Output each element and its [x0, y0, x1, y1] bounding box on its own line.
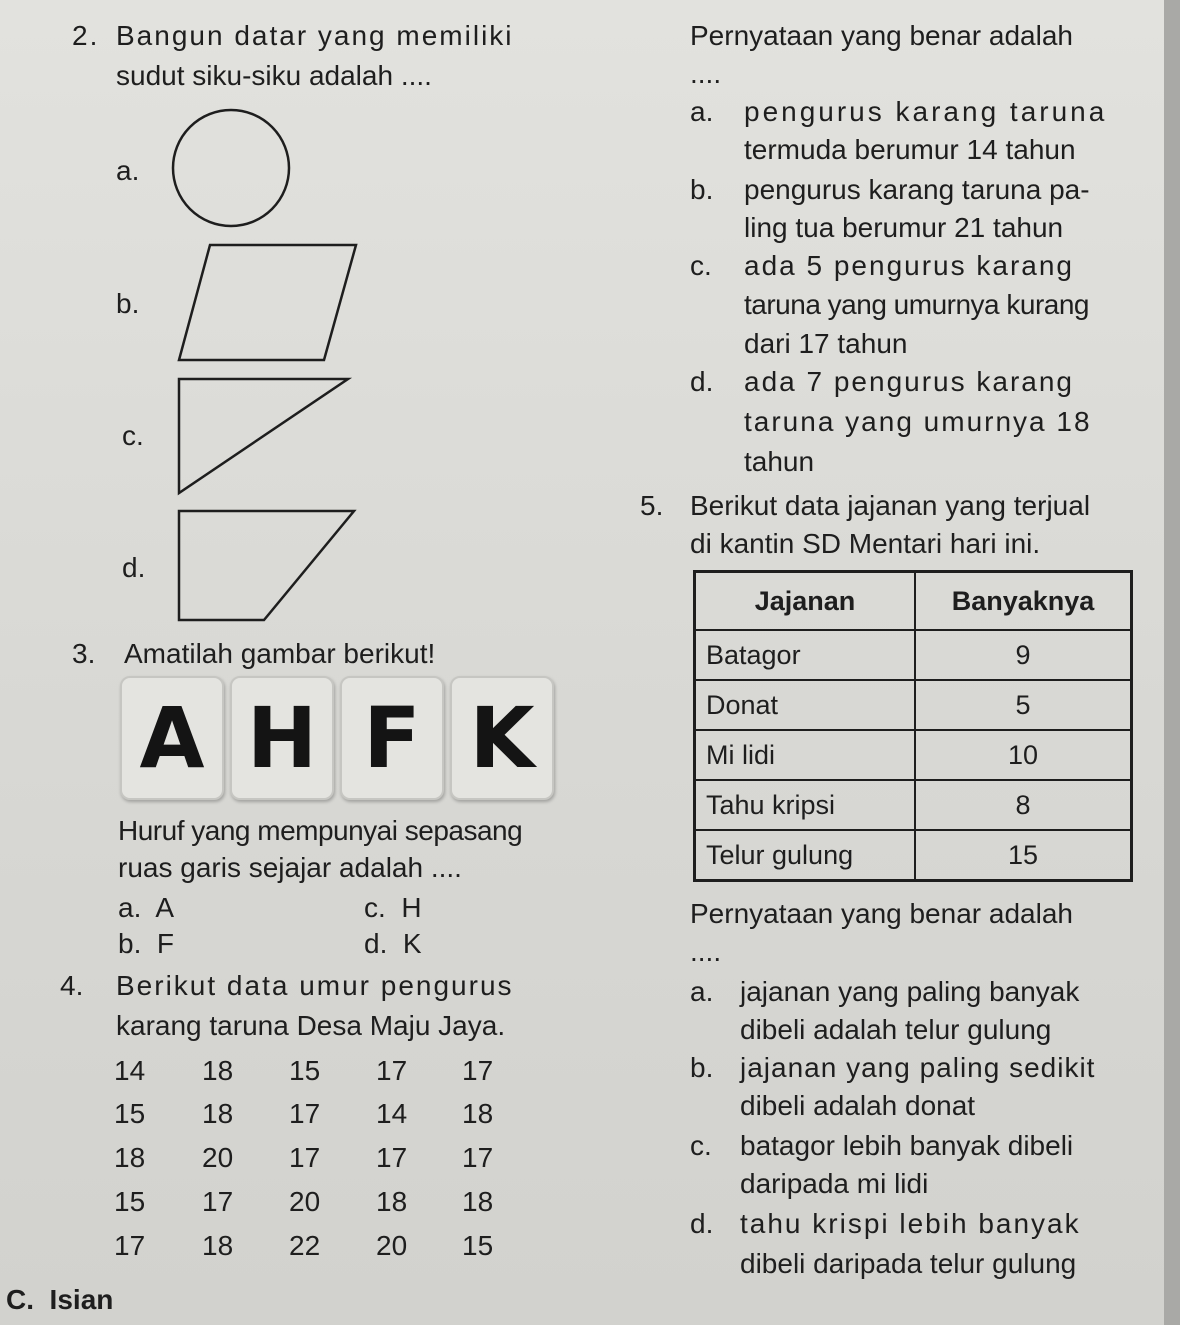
table-cell-count: 15	[915, 830, 1132, 881]
age-value: 18	[376, 1186, 408, 1217]
age-value: 17	[289, 1098, 321, 1129]
q4-option-a-line1: pengurus karang taruna	[744, 96, 1108, 127]
table-cell-count: 8	[915, 780, 1132, 830]
q2-option-b-label: b.	[116, 288, 140, 319]
age-value: 17	[289, 1142, 321, 1173]
age-value: 14	[376, 1098, 408, 1129]
q4-statement: Pernyataan yang benar adalah	[690, 20, 1073, 51]
table-cell-name: Telur gulung	[695, 830, 916, 881]
q5-dots: ....	[690, 936, 722, 967]
age-value: 17	[114, 1230, 146, 1261]
q4-line1: Berikut data umur pengurus	[116, 970, 514, 1001]
table-header: Jajanan	[695, 572, 916, 631]
circle-icon	[170, 108, 294, 230]
table-cell-name: Mi lidi	[695, 730, 916, 780]
q5-option-c-line1: batagor lebih banyak dibeli	[740, 1130, 1074, 1161]
age-value: 17	[462, 1055, 494, 1086]
q4-option-a-line2: termuda berumur 14 tahun	[744, 134, 1076, 165]
table-header: Banyaknya	[915, 572, 1132, 631]
table-row	[695, 630, 1132, 680]
letter-tile-k: K	[450, 676, 554, 800]
parallelogram-icon	[176, 242, 362, 364]
q5-line2: di kantin SD Mentari hari ini.	[690, 528, 1041, 559]
q5-option-b-line1: jajanan yang paling sedikit	[740, 1052, 1096, 1083]
section-heading: C. Isian	[6, 1284, 114, 1315]
age-value: 15	[114, 1186, 146, 1217]
q4-option-d-letter: d.	[690, 366, 714, 397]
q3-prompt: Amatilah gambar berikut!	[124, 638, 436, 669]
right-triangle-icon	[176, 376, 354, 498]
table-row	[695, 730, 1132, 780]
age-value: 18	[202, 1098, 234, 1129]
age-value: 15	[289, 1055, 321, 1086]
q5-number: 5.	[640, 490, 664, 521]
q4-option-d-line1: ada 7 pengurus karang	[744, 366, 1074, 397]
q2-line1: Bangun datar yang memiliki	[116, 20, 514, 51]
age-value: 20	[289, 1186, 321, 1217]
q5-option-b-line2: dibeli adalah donat	[740, 1090, 976, 1121]
right-trapezoid-icon	[176, 508, 360, 624]
q5-option-d-line2: dibeli daripada telur gulung	[740, 1248, 1077, 1279]
letter-tile-h: H	[230, 676, 334, 800]
q4-option-b-line1: pengurus karang taruna pa-	[744, 174, 1090, 205]
q3-option-c: c. H	[364, 892, 422, 923]
q3-option-a: a. A	[118, 892, 175, 923]
q5-option-a-line1: jajanan yang paling banyak	[740, 976, 1080, 1007]
q2-line2: sudut siku-siku adalah ....	[116, 60, 432, 91]
age-value: 14	[114, 1055, 146, 1086]
table-cell-count: 10	[915, 730, 1132, 780]
age-value: 18	[462, 1098, 494, 1129]
age-value: 15	[462, 1230, 494, 1261]
q3-question-line1: Huruf yang mempunyai sepasang	[118, 815, 523, 846]
age-value: 20	[376, 1230, 408, 1261]
q4-option-b-line2: ling tua berumur 21 tahun	[744, 212, 1064, 243]
table-row	[695, 680, 1132, 730]
age-value: 18	[462, 1186, 494, 1217]
q3-option-d: d. K	[364, 928, 422, 959]
age-value: 17	[462, 1142, 494, 1173]
snack-sales-table	[693, 570, 1133, 882]
table-header-row	[695, 572, 1132, 631]
age-value: 18	[202, 1230, 234, 1261]
age-value: 18	[114, 1142, 146, 1173]
q5-option-c-letter: c.	[690, 1130, 712, 1161]
q5-line1: Berikut data jajanan yang terjual	[690, 490, 1091, 521]
q5-option-d-letter: d.	[690, 1208, 714, 1239]
q3-option-b: b. F	[118, 928, 175, 959]
q4-option-c-line1: ada 5 pengurus karang	[744, 250, 1074, 281]
table-row	[695, 830, 1132, 881]
q5-statement: Pernyataan yang benar adalah	[690, 898, 1073, 929]
q4-option-b-letter: b.	[690, 174, 714, 205]
q4-option-c-line3: dari 17 tahun	[744, 328, 908, 359]
q5-option-b-letter: b.	[690, 1052, 714, 1083]
table-cell-count: 9	[915, 630, 1132, 680]
q2-option-a-label: a.	[116, 155, 140, 186]
q5-option-d-line1: tahu krispi lebih banyak	[740, 1208, 1081, 1239]
q4-dots: ....	[690, 58, 722, 89]
table-row	[695, 780, 1132, 830]
age-value: 17	[376, 1142, 408, 1173]
table-cell-count: 5	[915, 680, 1132, 730]
table-cell-name: Donat	[695, 680, 916, 730]
age-value: 18	[202, 1055, 234, 1086]
q4-option-d-line3: tahun	[744, 446, 815, 477]
age-value: 17	[376, 1055, 408, 1086]
q5-option-a-line2: dibeli adalah telur gulung	[740, 1014, 1052, 1045]
letter-tile-a: A	[120, 676, 224, 800]
q4-number: 4.	[60, 970, 84, 1001]
table-cell-name: Batagor	[695, 630, 916, 680]
age-value: 17	[202, 1186, 234, 1217]
page-edge-shadow	[1164, 0, 1180, 1325]
q4-option-a-letter: a.	[690, 96, 714, 127]
q4-line2: karang taruna Desa Maju Jaya.	[116, 1010, 506, 1041]
age-value: 20	[202, 1142, 234, 1173]
q5-option-c-line2: daripada mi lidi	[740, 1168, 929, 1199]
letter-tile-f: F	[340, 676, 444, 800]
age-value: 22	[289, 1230, 321, 1261]
q4-option-c-line2: taruna yang umurnya kurang	[744, 289, 1089, 320]
q5-option-a-letter: a.	[690, 976, 714, 1007]
q2-number: 2.	[72, 20, 100, 51]
table-cell-name: Tahu kripsi	[695, 780, 916, 830]
age-value: 15	[114, 1098, 146, 1129]
q4-option-c-letter: c.	[690, 250, 712, 281]
q2-option-c-label: c.	[122, 420, 144, 451]
q3-number: 3.	[72, 638, 96, 669]
q4-option-d-line2: taruna yang umurnya 18	[744, 406, 1092, 437]
q2-option-d-label: d.	[122, 552, 146, 583]
q3-question-line2: ruas garis sejajar adalah ....	[118, 852, 462, 883]
